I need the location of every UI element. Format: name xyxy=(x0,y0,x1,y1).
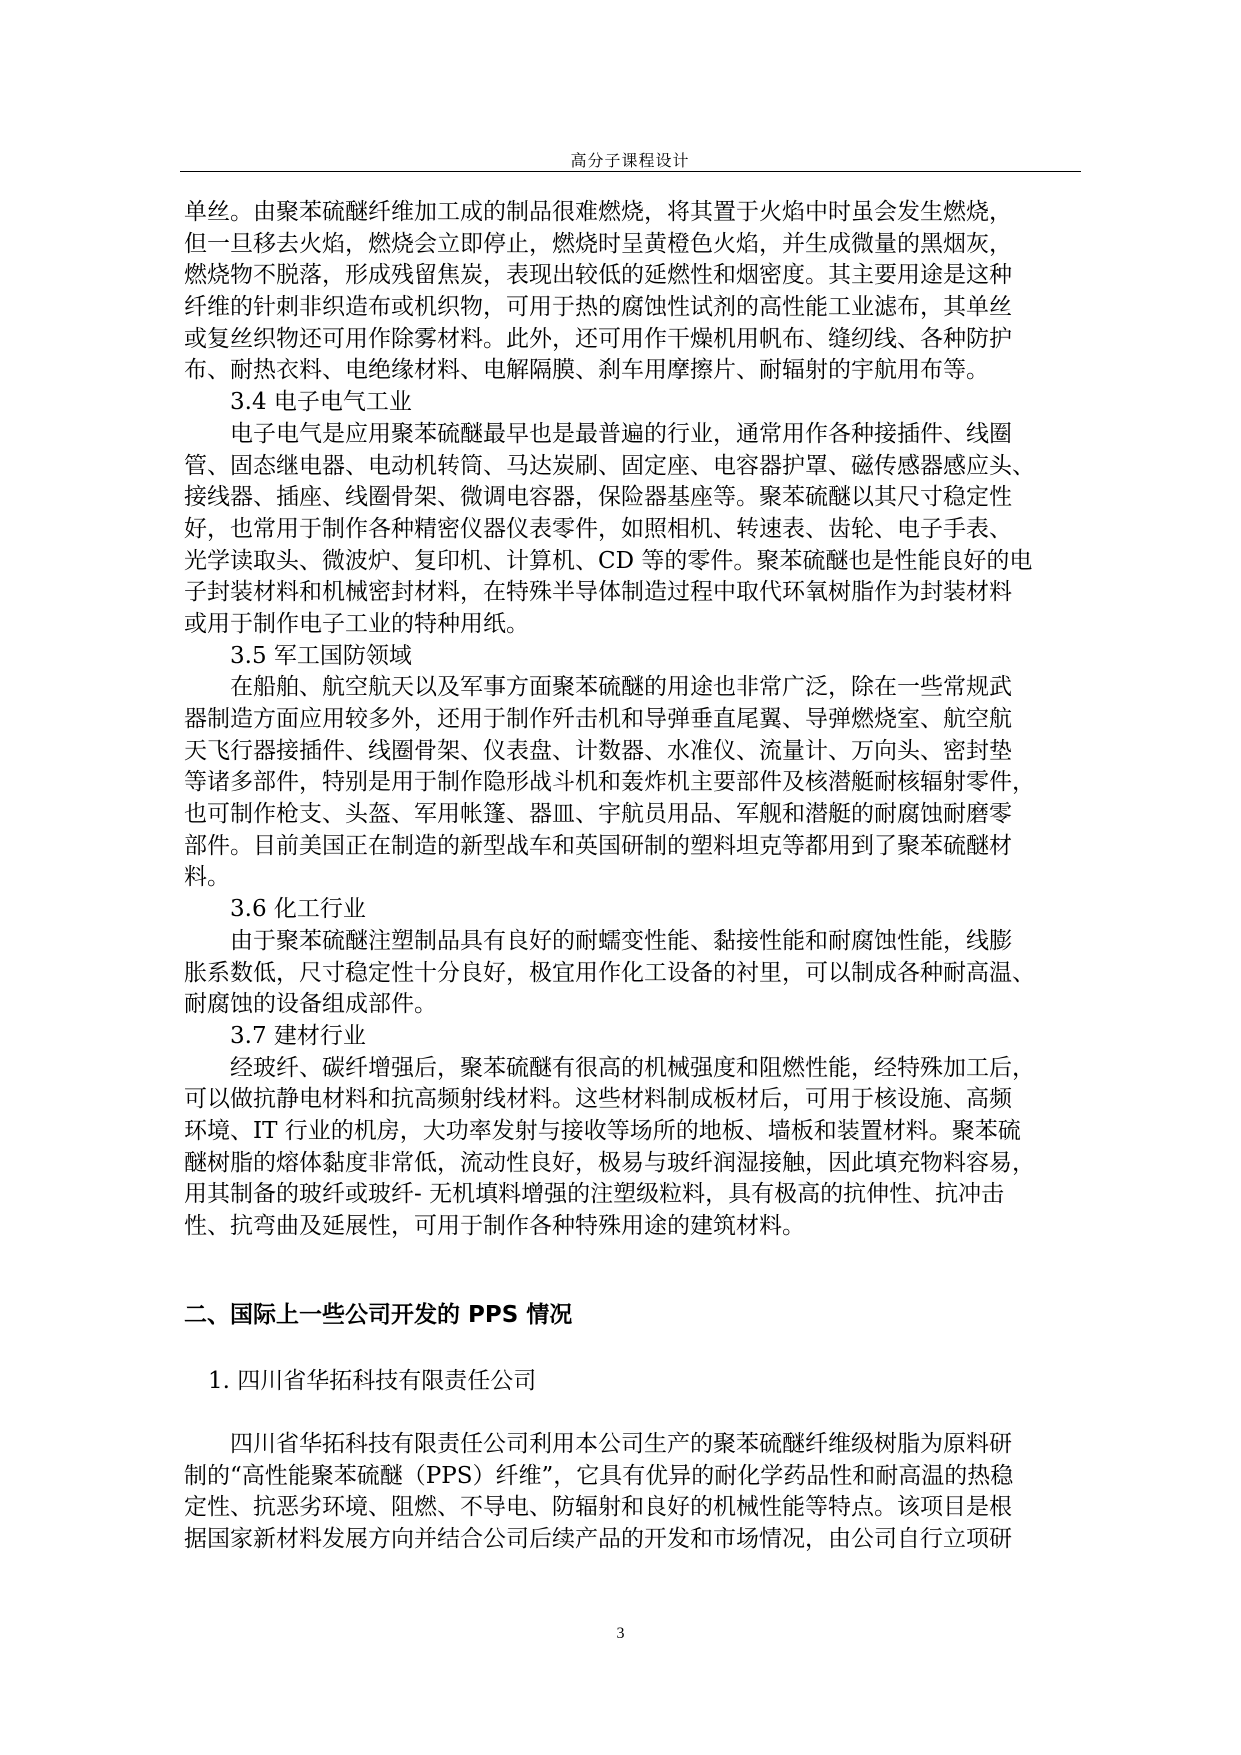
text-line: 耐腐蚀的设备组成部件。 xyxy=(184,991,437,1018)
text-line: 接线器、插座、线圈骨架、微调电容器，保险器基座等。聚苯硫醚以其尺寸稳定性 xyxy=(184,484,1012,511)
text-line: 在船舶、航空航天以及军事方面聚苯硫醚的用途也非常广泛，除在一些常规武 xyxy=(230,674,1012,701)
text-line: 性、抗弯曲及延展性，可用于制作各种特殊用途的建筑材料。 xyxy=(184,1213,805,1239)
text-line: 好，也常用于制作各种精密仪器仪表零件，如照相机、转速表、齿轮、电子手表、 xyxy=(184,515,1012,542)
text-line: 器制造方面应用较多外，还用于制作歼击机和导弹垂直尾翼、导弹燃烧室、航空航 xyxy=(184,706,1012,732)
text-line: 等诸多部件，特别是用于制作隐形战斗机和轰炸机主要部件及核潜艇耐核辐射零件， xyxy=(184,769,1035,796)
text-line: 经玻纤、碳纤增强后，聚苯硫醚有很高的机械强度和阻燃性能，经特殊加工后， xyxy=(230,1054,1035,1081)
text-line: 定性、抗恶劣环境、阻燃、不导电、防辐射和良好的机械性能等特点。该项目是根 xyxy=(184,1494,1012,1521)
text-line: 料。 xyxy=(184,864,230,891)
company-paragraph xyxy=(184,1429,1084,1556)
text-line: 用其制备的玻纤或玻纤- 无机填料增强的注塑级粒料，具有极高的抗伸性、抗冲击 xyxy=(184,1181,1005,1208)
header-rule xyxy=(180,171,1081,172)
text-line: 布、耐热衣料、电绝缘材料、电解隔膜、刹车用摩擦片、耐辐射的宇航用布等。 xyxy=(184,357,989,384)
subheading-3-5: 3.5 军工国防领域 xyxy=(230,642,412,669)
page-header-title: 高分子课程设计 xyxy=(570,151,690,170)
company-heading: 1. 四川省华拓科技有限责任公司 xyxy=(208,1368,537,1394)
text-line: 可以做抗静电材料和抗高频射线材料。这些材料制成板材后，可用于核设施、高频 xyxy=(184,1086,1012,1113)
page-number: 3 xyxy=(616,1625,625,1642)
text-line: 子封装材料和机械密封材料，在特殊半导体制造过程中取代环氧树脂作为封装材料 xyxy=(184,579,1012,606)
subheading-3-4: 3.4 电子电气工业 xyxy=(230,389,412,416)
subheading-3-7: 3.7 建材行业 xyxy=(230,1022,366,1049)
text-line: 电子电气是应用聚苯硫醚最早也是最普遍的行业，通常用作各种接插件、线圈 xyxy=(230,420,1012,447)
text-line: 或用于制作电子工业的特种用纸。 xyxy=(184,610,529,637)
text-line: 纤维的针刺非织造布或机织物，可用于热的腐蚀性试剂的高性能工业滤布，其单丝 xyxy=(184,294,1012,321)
text-line: 单丝。由聚苯硫醚纤维加工成的制品很难燃烧，将其置于火焰中时虽会发生燃烧， xyxy=(184,199,1012,225)
main-text xyxy=(184,197,1084,1243)
text-line: 或复丝织物还可用作除雾材料。此外，还可用作干燥机用帆布、缝纫线、各种防护 xyxy=(184,325,1012,352)
text-line: 部件。目前美国正在制造的新型战车和英国研制的塑料坦克等都用到了聚苯硫醚材 xyxy=(184,832,1012,859)
text-line: 胀系数低，尺寸稳定性十分良好，极宜用作化工设备的衬里，可以制成各种耐高温、 xyxy=(184,959,1035,986)
text-line: 由于聚苯硫醚注塑制品具有良好的耐蠕变性能、黏接性能和耐腐蚀性能，线膨 xyxy=(230,927,1012,954)
text-line: 制的“高性能聚苯硫醚（PPS）纤维”，它具有优异的耐化学药品性和耐高温的热稳 xyxy=(184,1462,1014,1489)
text-line: 据国家新材料发展方向并结合公司后续产品的开发和市场情况，由公司自行立项研 xyxy=(184,1526,1012,1553)
text-line: 四川省华拓科技有限责任公司利用本公司生产的聚苯硫醚纤维级树脂为原料研 xyxy=(230,1431,1012,1457)
text-line: 醚树脂的熔体黏度非常低，流动性良好，极易与玻纤润湿接触，因此填充物料容易， xyxy=(184,1149,1035,1176)
subheading-3-6: 3.6 化工行业 xyxy=(230,896,366,923)
text-line: 光学读取头、微波炉、复印机、计算机、CD 等的零件。聚苯硫醚也是性能良好的电 xyxy=(184,547,1033,574)
text-line: 天飞行器接插件、线圈骨架、仪表盘、计数器、水准仪、流量计、万向头、密封垫 xyxy=(184,737,1012,764)
text-line: 管、固态继电器、电动机转筒、马达炭刷、固定座、电容器护罩、磁传感器感应头、 xyxy=(184,452,1035,479)
section-heading: 二、国际上一些公司开发的 PPS 情况 xyxy=(184,1302,573,1328)
text-line: 也可制作枪支、头盔、军用帐篷、器皿、宇航员用品、军舰和潜艇的耐腐蚀耐磨零 xyxy=(184,801,1012,828)
text-line: 但一旦移去火焰，燃烧会立即停止，燃烧时呈黄橙色火焰，并生成微量的黑烟灰， xyxy=(184,230,1012,257)
text-line: 环境、IT 行业的机房，大功率发射与接收等场所的地板、墙板和装置材料。聚苯硫 xyxy=(184,1117,1021,1144)
text-line: 燃烧物不脱落，形成残留焦炭，表现出较低的延燃性和烟密度。其主要用途是这种 xyxy=(184,262,1012,289)
